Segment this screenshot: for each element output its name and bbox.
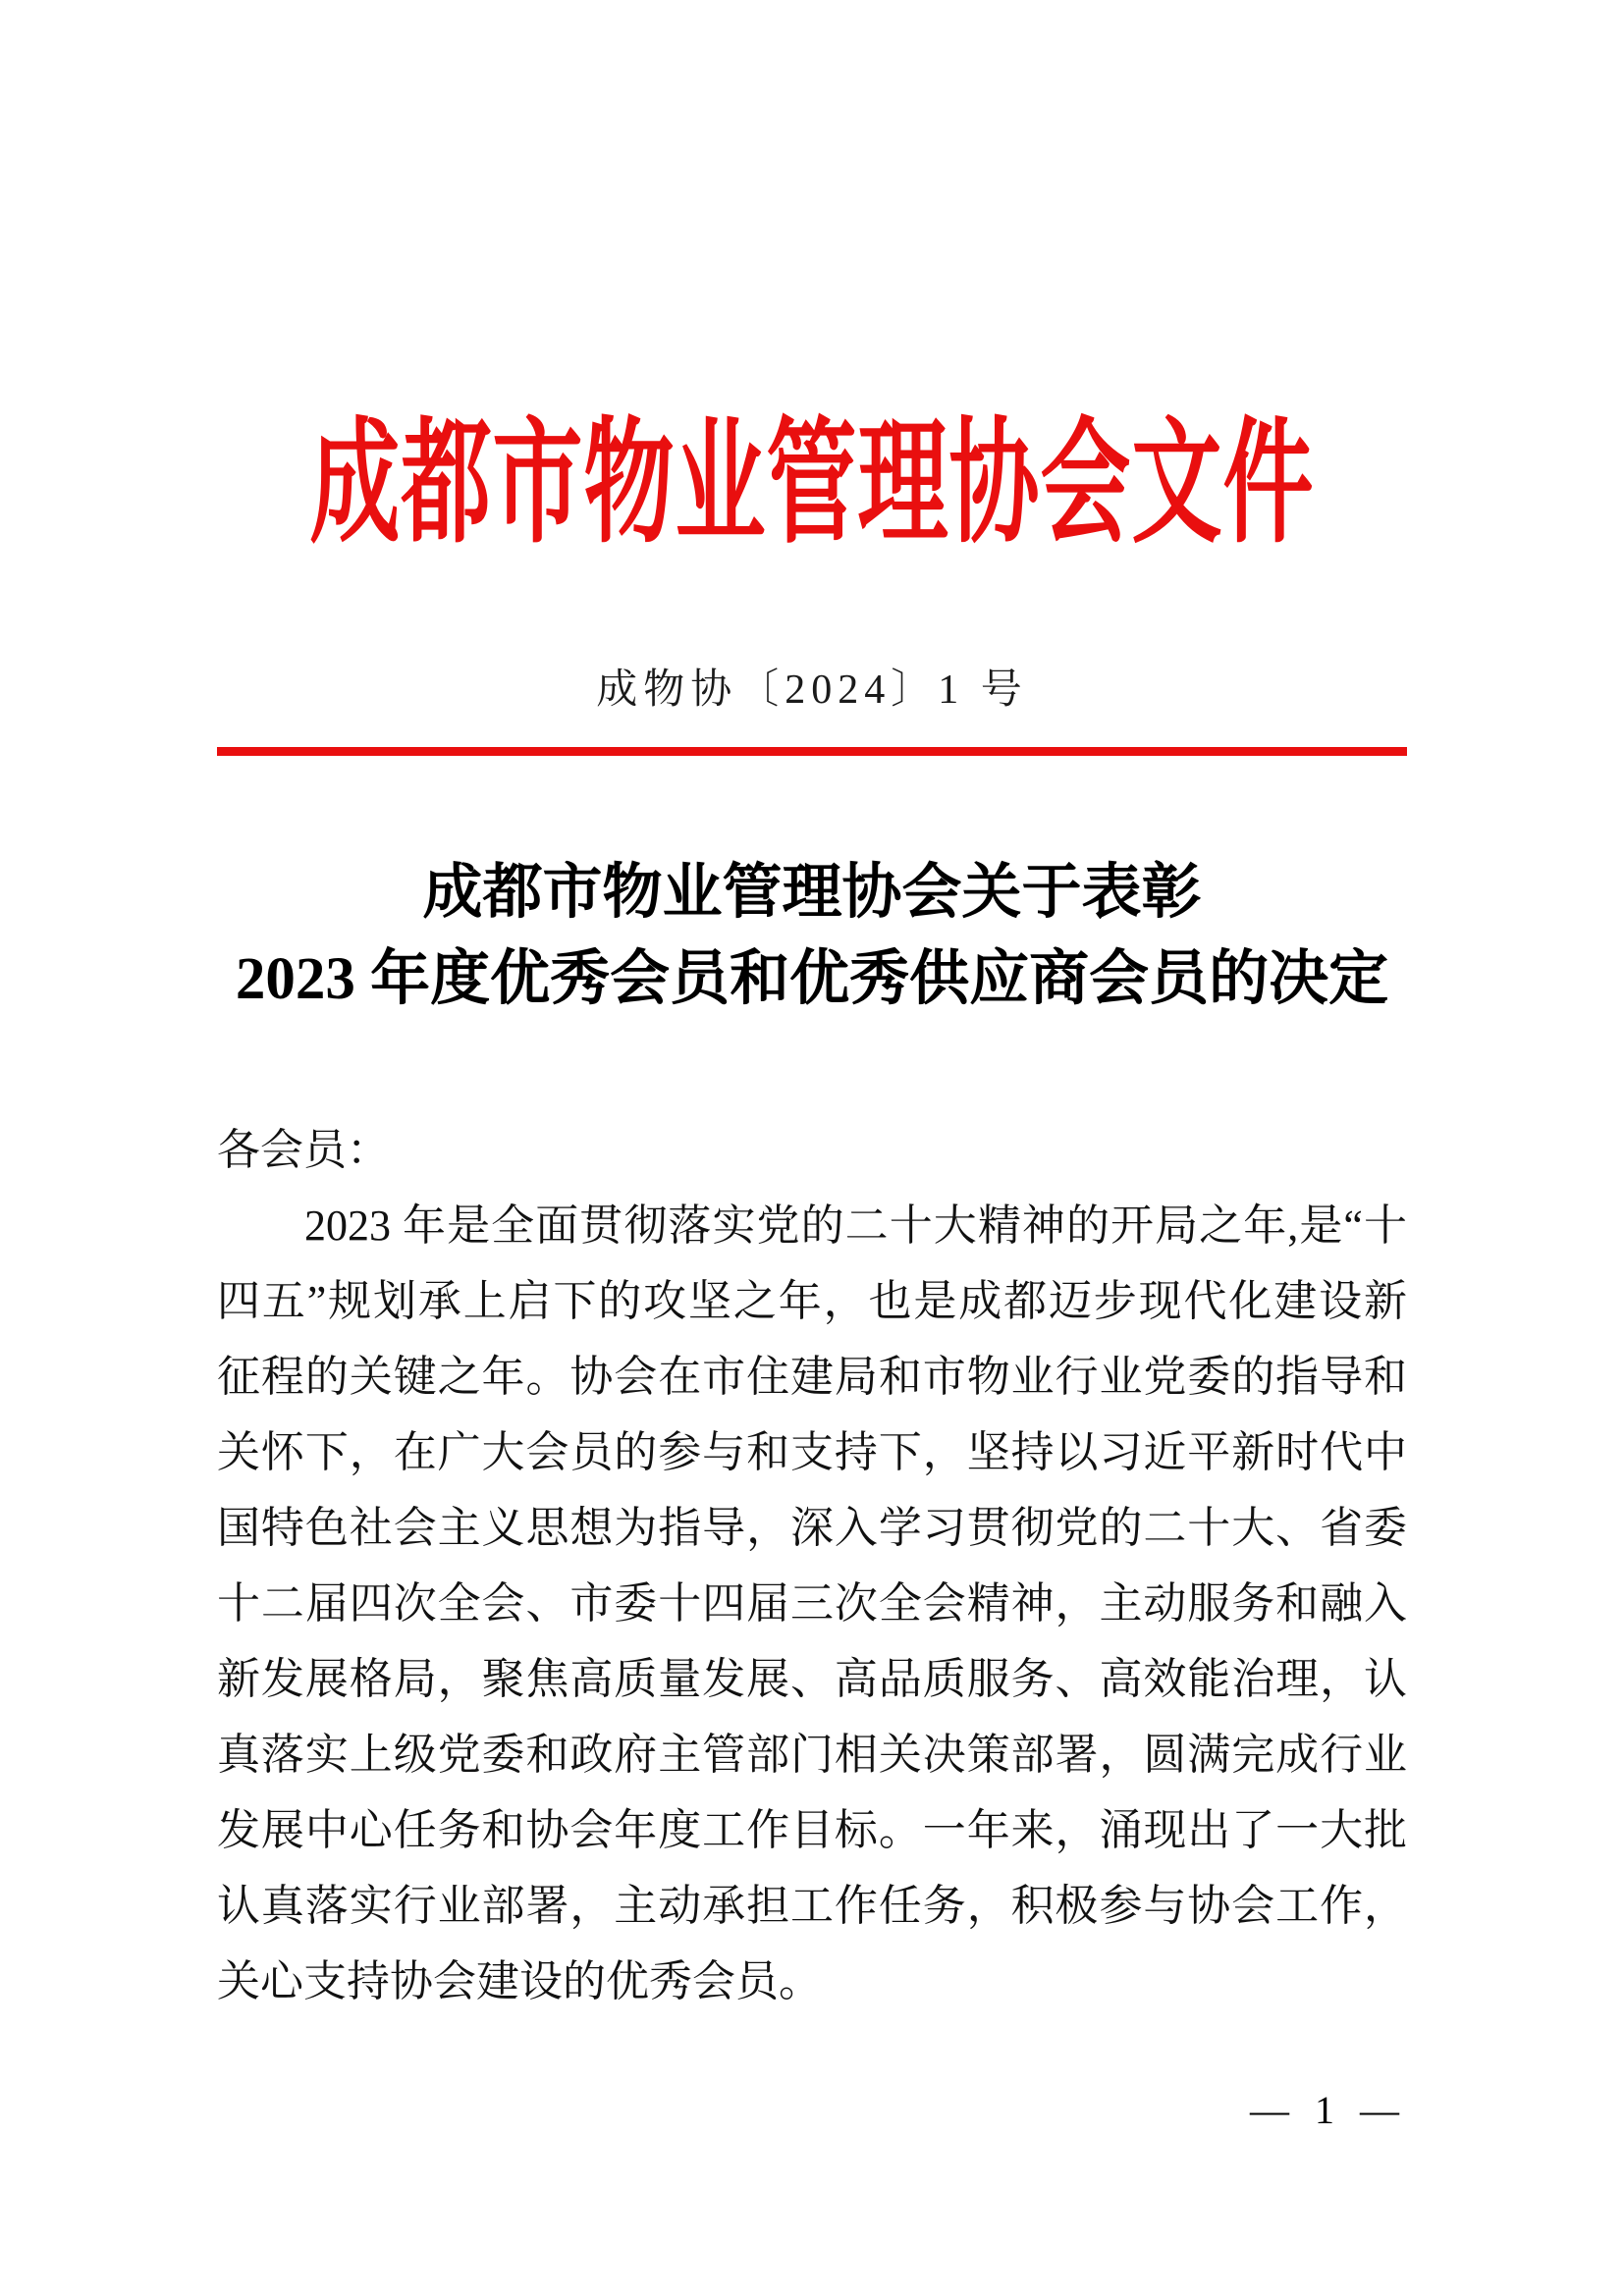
body-line: 关心支持协会建设的优秀会员。 bbox=[217, 1957, 822, 2005]
body-line: 四五”规划承上启下的攻坚之年，也是成都迈步现代化建设新 bbox=[217, 1277, 1407, 1325]
document-title bbox=[0, 850, 1624, 1023]
body-line: 新发展格局，聚焦高质量发展、高品质服务、高效能治理，认 bbox=[217, 1655, 1407, 1703]
body-line: 认真落实行业部署，主动承担工作任务，积极参与协会工作， bbox=[217, 1882, 1407, 1930]
letterhead-org-title: 成都市物业管理协会文件 bbox=[309, 408, 1315, 560]
document-title-line-1: 成都市物业管理协会关于表彰 bbox=[422, 860, 1202, 926]
document-reference-number: 成物协〔2024〕1 号 bbox=[596, 667, 1028, 713]
document-body bbox=[217, 1112, 1407, 2019]
body-line: 十二届四次全会、市委十四届三次全会精神，主动服务和融入 bbox=[217, 1579, 1407, 1628]
letterhead-red-rule bbox=[217, 747, 1407, 756]
body-line: 2023 年是全面贯彻落实党的二十大精神的开局之年,是“十 bbox=[304, 1201, 1407, 1250]
page-number: — 1 — bbox=[1250, 2088, 1407, 2132]
body-line: 国特色社会主义思想为指导，深入学习贯彻党的二十大、省委 bbox=[217, 1504, 1407, 1552]
body-line: 发展中心任务和协会年度工作目标。一年来，涌现出了一大批 bbox=[217, 1806, 1407, 1854]
document-title-line-2: 2023 年度优秀会员和优秀供应商会员的决定 bbox=[235, 946, 1389, 1012]
body-line: 关怀下，在广大会员的参与和支持下，坚持以习近平新时代中 bbox=[217, 1428, 1407, 1476]
body-line: 征程的关键之年。协会在市住建局和市物业行业党委的指导和 bbox=[217, 1353, 1407, 1401]
body-line: 真落实上级党委和政府主管部门相关决策部署，圆满完成行业 bbox=[217, 1731, 1407, 1779]
salutation: 各会员： bbox=[217, 1126, 390, 1174]
